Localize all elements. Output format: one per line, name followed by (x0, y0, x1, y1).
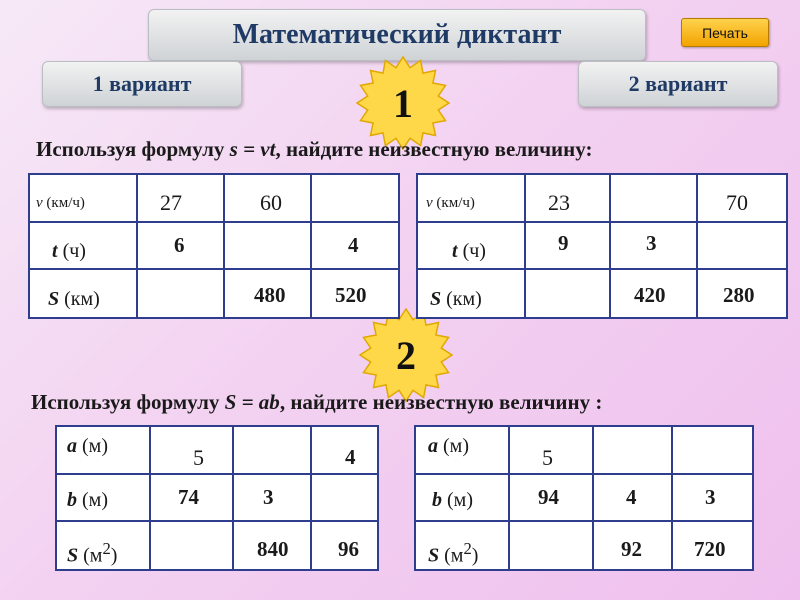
formula: s = vt (229, 137, 276, 161)
column-divider (592, 427, 594, 569)
column-divider (149, 427, 151, 569)
instruction-text: , найдите неизвестную величину : (279, 390, 603, 414)
table-cell: 94 (538, 485, 559, 509)
table-cell: 3 (705, 485, 716, 509)
column-divider (508, 427, 510, 569)
row-label-t: t (ч) (52, 240, 86, 262)
column-divider (671, 427, 673, 569)
row-label-b: b (м) (67, 489, 108, 511)
row-label-t: t (ч) (452, 240, 486, 262)
table-cell: 280 (723, 283, 755, 307)
instruction-text: Используя формулу (31, 390, 225, 414)
table-cell: 96 (338, 537, 359, 561)
table-cell: 4 (345, 445, 356, 469)
row-label-s: S $(м^2)$ (428, 539, 479, 567)
row-divider (418, 221, 786, 223)
row-label-v: v (км/ч) (426, 195, 475, 211)
formula: S = ab (224, 390, 280, 414)
task-1-variant-1-table (28, 173, 400, 319)
column-divider (136, 175, 138, 317)
row-divider (418, 268, 786, 270)
instruction-text: Используя формулу (36, 137, 230, 161)
row-label-a: a (м) (428, 435, 469, 457)
table-cell: 27 (160, 190, 182, 215)
task-number: 2 (396, 332, 416, 378)
task-2-badge (358, 307, 454, 403)
table-cell: 3 (263, 485, 274, 509)
table-cell: 4 (626, 485, 637, 509)
column-divider (696, 175, 698, 317)
row-divider (57, 520, 377, 522)
row-divider (30, 268, 398, 270)
column-divider (310, 427, 312, 569)
column-divider (609, 175, 611, 317)
table-cell: 4 (348, 233, 359, 257)
table-cell: 5 (542, 445, 553, 470)
task-1-instruction (36, 137, 592, 162)
table-cell: 480 (254, 283, 286, 307)
task-2-variant-1-table (55, 425, 379, 571)
row-label-v: v (км/ч) (36, 195, 85, 211)
row-divider (30, 221, 398, 223)
variant-2-button[interactable]: 2 вариант (578, 61, 778, 107)
task-number: 1 (393, 80, 413, 126)
column-divider (310, 175, 312, 317)
table-cell: 70 (726, 190, 748, 215)
task-1-variant-2-table (416, 173, 788, 319)
row-divider (416, 520, 752, 522)
table-cell: 840 (257, 537, 289, 561)
row-divider (416, 473, 752, 475)
row-divider (57, 473, 377, 475)
row-label-a: a (м) (67, 435, 108, 457)
table-cell: 720 (694, 537, 726, 561)
row-label-s: S $(м^2)$ (67, 539, 118, 567)
table-cell: 520 (335, 283, 367, 307)
column-divider (524, 175, 526, 317)
table-cell: 23 (548, 190, 570, 215)
row-label-b: b (м) (432, 489, 473, 511)
task-2-variant-2-table (414, 425, 754, 571)
variant-1-button[interactable]: 1 вариант (42, 61, 242, 107)
column-divider (232, 427, 234, 569)
table-cell: 3 (646, 231, 657, 255)
instruction-text: , найдите неизвестную величину: (275, 137, 593, 161)
print-button[interactable]: Печать (681, 18, 769, 47)
task-2-instruction (31, 390, 602, 415)
table-cell: 60 (260, 190, 282, 215)
table-cell: 9 (558, 231, 569, 255)
table-cell: 6 (174, 233, 185, 257)
column-divider (223, 175, 225, 317)
row-label-s: S (км) (48, 288, 100, 310)
table-cell: 92 (621, 537, 642, 561)
table-cell: 5 (193, 445, 204, 470)
row-label-s: S (км) (430, 288, 482, 310)
table-cell: 420 (634, 283, 666, 307)
page-title: Математический диктант (148, 9, 646, 61)
table-cell: 74 (178, 485, 199, 509)
